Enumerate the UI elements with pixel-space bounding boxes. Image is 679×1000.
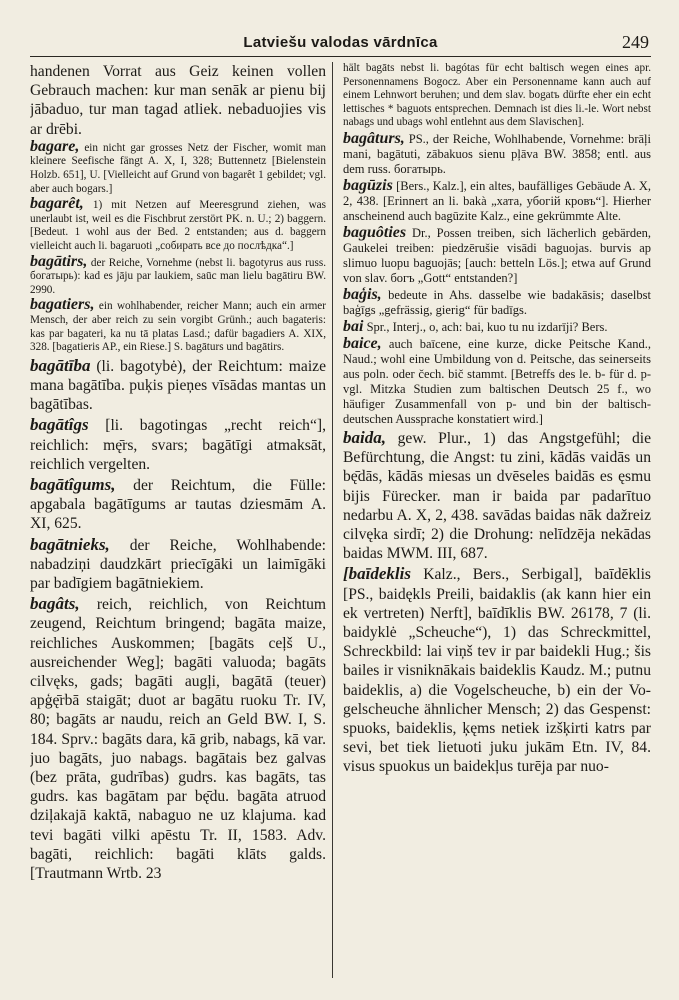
dictionary-entry [343,225,651,286]
entry-text: ein nicht gar grosses Netz der Fischer, womit man kleinere Seefische fängt A. X, I, 328; Buttennetz [Bielenstein Holzb. 651], U. [Vielleicht auf Grund von bagarêt 1 gebildet; vgl. aber auch bogars.] [30,141,326,195]
entry-text: auch baīcene, eine kurze, dicke Peitsche Kand., Naud.; wohl eine Umbildung von d. Peitsche, das seinerseits aus poln. oder čech. bič stammt. [Betreffs des le. b- für d. pvgl. Mitzka Studien zum baltischen Deutsch 25 f., wo häufiger Zusammenfall von p- und bin der baltisch-deutschen Aussprache konstatiert wird.] [343,336,651,426]
entry-headword: bagātība [30,355,91,375]
entry-text: der Reiche, Vornehme (nebst li. bagotyrus aus russ. богатырь): kad es jāju par laukiem, saūc man lielu bagātiru BW. 2990. [30,256,326,296]
entry-text: bedeute in Ahs. dasselbe wie badakāsis; daselbst baģīgs „gefrässig, gierig“ für badīgs. [343,287,651,317]
dictionary-entry [343,287,651,318]
entry-text: reich, reichlich, von Reichtum zeugend, Reichtum bringend; bagāta maize, reichliches Auskommen; [bagāts ceļš U., ausreichender Weg]; bagāti valuoda; bagāts cilvęks, gads; bagāti augļi, bagātā (teuer) apģę̄rbā staigāt; duot ar bagātu ruoku Tr. IV, 80; bagāts ar naudu, reich an Geld BW. I, S. 184. Sprv.: bagāts dara, kā grib, nabags, kā var. juo bagāts, juo nabags. bagātais bez galvas (bez prāta, gudrības) gudrs. kas bagāts, tas gudrs. kas bagātam par bę̄du. bagāta atruod dziļakajā kaktā, nabaguo ne uz klajuma. kad tevi bagāti vilki apēstu Tr. II, 1583. Adv. bagāti, reichlich: bagāti klāts galds. [Trautmann Wrtb. 23 [30,596,326,882]
entry-text: handenen Vorrat aus Geiz keinen vollen Gebrauch machen: kur man senāk ar pienu bij jābaduo, tur man tagad atliek. nebaduojies vis ar drēbi. [30,63,326,138]
dictionary-entry [30,415,326,474]
entry-headword: baģis, [343,285,382,303]
dictionary-entry [30,137,326,196]
entry-continuation [30,62,326,139]
entry-headword: baida, [343,427,386,447]
entry-text: PS., der Reiche, Wohlhabende, Vornehme: brāļi mani, bagātuti, zābakuos sienu pļāva BW. 3858; entl. aus dem russ. богатырь. [343,131,651,176]
entry-continuation [343,62,651,130]
entry-headword: bagātirs, [30,252,88,270]
entry-text: Kalz., Bers., Serbigal], baīdēklis [PS., baidękls Preili, baidaklis (ak kann hier ein ek vertreten) Nerft], baīdīklis BW. 26178, 7 (li. baidyklė „Scheuche“), 1) das Schreckmittel, Schreckbild: lai viņš tev ir par baidekli Hug.; šis bailes ir visniknākais baideklis Kaudz. M.; putnu baideklis, a) die Vogelscheuche, b) ein der Vogelscheuche ähnlicher Mensch; 2) das Gespenst: spuoks, baideklis, ķęms netiek izšķirti katrs par sevi, bet tiek lietuoti juku jukām Etn. IV, 84. visus spuokus un baidekļus turēja par nuo- [343,566,651,776]
dictionary-entry [343,178,651,224]
dictionary-entry [30,252,326,298]
entry-headword: bagatiers, [30,296,95,314]
entry-text: (li. bagotybė), der Reichtum: maize mana bagātība. puķis pieņes vīsādas mantas un bagātības. [30,357,326,414]
entry-text: ein wohlhabender, reicher Mann; auch ein armer Mensch, der aber reich zu sein vorgibt Grünh.; auch bagateris: kas par bagateri, ka nu tā platas Lasd.; dafür bagadiers A. XIX, 328. [bagatieris AP., ein Riese.] S. bagāturs und bagātirs. [30,300,326,354]
entry-headword: bagarêt, [30,195,84,213]
entry-text: [Bers., Kalz.], ein altes, baufälliges Gebäude A. X, 2, 438. [Erinnert an li. bakà „хата, убогiй кровъ“]. Hierher anscheinend auch bagūzite Kalz., eine gekrümmte Alte. [343,178,651,223]
left-column [30,62,332,978]
page-number: 249 [622,32,649,52]
page-header [30,30,651,57]
text-columns [30,62,651,978]
dictionary-entry [30,197,326,253]
entry-text: 1) mit Netzen auf Meeresgrund ziehen, was unerlaubt ist, weil es die Fischbrut zerstört PK. n. U.; 2) baggern. [Bedeut. 1 wohl aus der Bed. 2 entstanden; aus d. baggern vielleicht auch li. bagaruoti „собирать все до послѣдка“.] [30,199,326,252]
entry-headword: bagâts, [30,594,80,614]
entry-headword: baguôties [343,223,407,241]
dictionary-entry [343,428,651,563]
entry-headword: bagātnieks, [30,534,110,554]
column-divider [332,62,333,978]
entry-text: Spr., Interj., o, ach: bai, kuo tu nu izdarīji? Bers. [363,319,608,334]
entry-text: Dr., Possen treiben, sich lächerlich gebärden, Gaukelei treiben: piedzērušie visādi baguojas. burvis ap slimuo luopu baguojās; [auch: betteln Lös.]; etwa auf Grund von slav. богъ „Gott“ entstanden?] [343,225,651,285]
right-column [337,62,651,978]
dictionary-entry [343,131,651,177]
dictionary-entry [30,298,326,354]
entry-headword: bagātîgums, [30,474,116,494]
dictionary-entry [30,356,326,415]
dictionary-entry [30,475,326,534]
entry-headword: baice, [343,334,382,352]
dictionary-entry [343,564,651,776]
dictionary-entry [343,319,651,335]
dictionary-entry [30,535,326,594]
entry-headword: bagātîgs [30,415,89,435]
entry-text: [li. bagotingas „recht reich“], reichlich: mę̄rs, svars; bagātīgi atmaksāt, reichlich vergelten. [30,417,326,473]
running-title: Latviešu valodas vārdnīca [243,34,438,51]
entry-headword: [baīdeklis [343,564,411,584]
entry-text: gew. Plur., 1) das Angstgefühl; die Befürchtung, die Angst: tu zini, kādās vaidās un bę̄dās, kādās miesas un dvēseles baidās es ęsmu bijis Fürecker. man ir baida par padarītuo nedarbu A. X, 2, 438. savādas baidas nāk dažreiz cilvęka sirdī; 2) die Drohung: nelīdzēja nekādas baidas MWM. III, 687. [343,429,651,563]
entry-headword: bagâturs, [343,129,405,147]
entry-headword: bagare, [30,137,80,155]
dictionary-entry [343,336,651,427]
entry-text: der Reichtum, die Fülle: apgabala bagātīgums ar tautas dziesmām A. XI, 625. [30,476,326,533]
dictionary-entry [30,594,326,883]
entry-text: hält bagāts nebst li. bagótas für echt baltisch wegen eines apr. Personennamens Bogocz. Aber ein Personenname kann auch auf einem Lehnwort beruhen; und dem slav. bogatъ dürfte eher ein echt lettisches * baguots entsprechen. Demnach ist dies li.-le. Wort nebst nabags und ubags wohl entlehnt aus dem Slavischen]. [343,62,651,129]
entry-headword: bai [343,317,364,335]
entry-text: der Reiche, Wohlhabende: nabadziņi daudzkārt priecīgāki un laimīgāki par badīgiem bagātniekiem. [30,536,326,592]
entry-headword: bagūzis [343,176,393,194]
